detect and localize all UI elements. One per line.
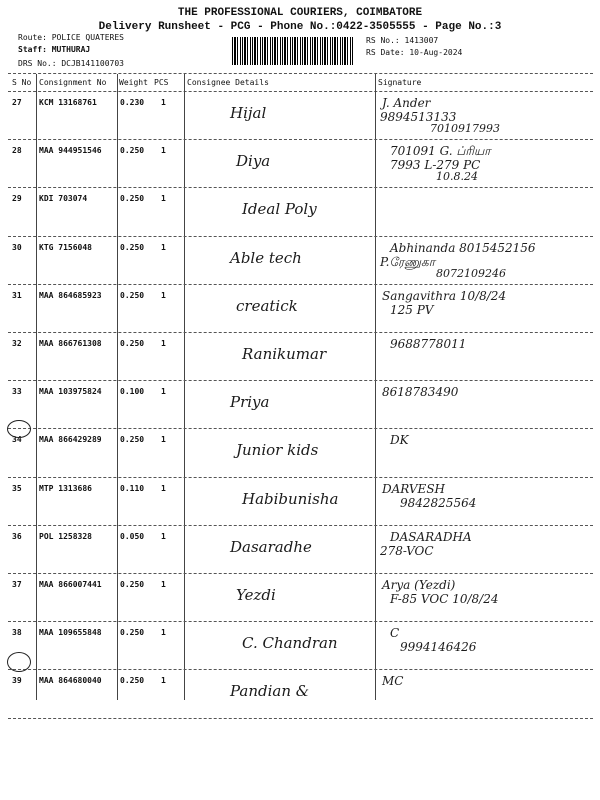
- row-sno: 29: [12, 194, 22, 204]
- row-weight: 0.250: [120, 242, 145, 252]
- row-consignment-no: MAA 103975824: [39, 387, 102, 397]
- row-consignee-handwritten: Able tech: [230, 248, 302, 267]
- row-pcs: 1: [161, 676, 166, 686]
- col-sno: S No: [12, 78, 32, 87]
- row-signature-line3: 7010917993: [430, 122, 500, 135]
- row-signature-line2: 9842825564: [400, 495, 477, 510]
- row-signature-line1: Abhinanda 8015452156: [390, 240, 536, 255]
- col-consignment: Consignment No: [39, 78, 107, 87]
- row-sno: 27: [12, 98, 22, 107]
- col-separator: [36, 74, 37, 700]
- row-weight: 0.250: [120, 435, 145, 445]
- row-signature-line1: DASARADHA: [390, 529, 472, 544]
- row-consignment-no: MAA 944951546: [39, 146, 102, 156]
- col-separator: [375, 74, 376, 700]
- row-signature-line1: MC: [382, 674, 404, 689]
- row-sno: 36: [12, 531, 22, 541]
- rs-date: RS Date: 10-Aug-2024: [366, 48, 463, 57]
- row-sno: 35: [12, 483, 22, 493]
- drs-number: DRS No.: DCJB141100703: [18, 59, 124, 68]
- row-signature-line2: P.ரேணுகா: [380, 254, 435, 269]
- row-weight: 0.250: [120, 146, 145, 156]
- row-signature-line1: Sangavithra 10/8/24: [382, 288, 507, 303]
- row-pcs: 1: [161, 242, 166, 252]
- row-pcs: 1: [161, 146, 166, 156]
- row-consignment-no: KTG 7156048: [39, 242, 92, 252]
- row-signature-line1: 8618783490: [382, 385, 459, 400]
- col-pcs: PCS: [154, 78, 169, 87]
- row-signature-line1: J. Ander: [382, 96, 431, 110]
- row-divider: [8, 332, 593, 333]
- row-consignee-handwritten: Junior kids: [236, 441, 319, 460]
- row-consignee-handwritten: Hijal: [230, 104, 267, 122]
- row-sno: 33: [12, 387, 22, 397]
- row-consignee-handwritten: C. Chandran: [242, 634, 338, 653]
- row-signature-line1: DARVESH: [382, 481, 446, 496]
- col-weight: Weight: [119, 78, 148, 87]
- row-consignment-no: MAA 866761308: [39, 339, 102, 348]
- row-pcs: 1: [161, 531, 166, 541]
- row-sno: 31: [12, 290, 22, 300]
- rs-number: RS No.: 1413007: [366, 36, 439, 45]
- row-signature-line2: 9894513133: [380, 110, 457, 124]
- row-signature-line1: C: [390, 626, 400, 641]
- row-pcs: 1: [161, 435, 166, 445]
- row-weight: 0.250: [120, 580, 145, 589]
- row-signature-line2: 9994146426: [400, 640, 477, 655]
- row-pcs: 1: [161, 580, 166, 589]
- row-pcs: 1: [161, 483, 166, 493]
- row-consignee-handwritten: Diya: [236, 152, 271, 171]
- row-signature-line1: 9688778011: [390, 337, 467, 351]
- row-divider: [8, 139, 593, 140]
- col-signature: Signature: [378, 78, 422, 87]
- col-consignee: Consignee Details: [187, 78, 269, 87]
- row-divider: [8, 236, 593, 237]
- row-sno: 38: [12, 628, 22, 638]
- row-signature-line3: 8072109246: [436, 266, 506, 280]
- col-separator: [184, 74, 185, 700]
- row-signature-line2: 125 PV: [390, 302, 434, 317]
- row-consignment-no: MTP 1313686: [39, 483, 92, 493]
- row-divider: [8, 428, 593, 429]
- row-consignment-no: KCM 13168761: [39, 98, 97, 107]
- row-signature-line1: Arya (Yezdi): [382, 578, 456, 592]
- hand-circle-mark: [7, 652, 31, 672]
- row-weight: 0.100: [120, 387, 145, 397]
- row-divider: [8, 380, 593, 381]
- row-consignment-no: MAA 866007441: [39, 580, 102, 589]
- row-sno: 32: [12, 339, 22, 348]
- row-pcs: 1: [161, 339, 166, 348]
- row-consignment-no: POL 1258328: [39, 531, 92, 541]
- row-pcs: 1: [161, 387, 166, 397]
- hand-circle-mark: [7, 420, 31, 438]
- row-divider: [8, 525, 593, 526]
- row-consignment-no: MAA 864680040: [39, 676, 102, 686]
- row-weight: 0.050: [120, 531, 145, 541]
- barcode: [232, 37, 354, 65]
- row-divider: [8, 573, 593, 574]
- row-signature-line1: DK: [390, 433, 409, 448]
- row-weight: 0.250: [120, 194, 145, 204]
- row-consignment-no: MAA 866429289: [39, 435, 102, 445]
- row-divider: [8, 477, 593, 478]
- route-label: Route: POLICE QUATERES: [18, 33, 124, 42]
- row-divider: [8, 621, 593, 622]
- row-divider: [8, 284, 593, 285]
- row-consignment-no: MAA 864685923: [39, 290, 102, 300]
- row-pcs: 1: [161, 628, 166, 638]
- row-consignee-handwritten: Ideal Poly: [242, 200, 317, 219]
- row-sno: 34: [12, 435, 22, 445]
- row-consignee-handwritten: Priya: [230, 393, 270, 412]
- row-pcs: 1: [161, 98, 166, 107]
- row-consignment-no: MAA 109655848: [39, 628, 102, 638]
- row-sno: 39: [12, 676, 22, 686]
- row-weight: 0.250: [120, 628, 145, 638]
- row-weight: 0.250: [120, 339, 145, 348]
- row-sno: 30: [12, 242, 22, 252]
- row-consignee-handwritten: creatick: [236, 296, 298, 315]
- row-weight: 0.250: [120, 290, 145, 300]
- row-divider: [8, 187, 593, 188]
- row-signature-line2: 7993 L-279 PC: [390, 158, 481, 173]
- header-rule: [8, 91, 593, 92]
- row-consignee-handwritten: Dasaradhe: [230, 537, 312, 556]
- company-title: THE PROFESSIONAL COURIERS, COIMBATORE: [177, 7, 423, 19]
- row-divider: [8, 669, 593, 670]
- row-consignee-handwritten: Habibunisha: [242, 489, 339, 508]
- row-weight: 0.250: [120, 676, 145, 686]
- row-consignee-handwritten: Ranikumar: [242, 345, 327, 363]
- table-top-rule: [8, 73, 593, 74]
- row-consignment-no: KDI 703074: [39, 194, 88, 204]
- row-signature-line2: F-85 VOC 10/8/24: [390, 592, 499, 606]
- col-separator: [117, 74, 118, 700]
- row-signature-line1: 701091 G. ப்ரியா: [390, 144, 491, 159]
- row-pcs: 1: [161, 194, 166, 204]
- row-consignee-handwritten: Yezdi: [236, 586, 276, 604]
- runsheet-title: Delivery Runsheet - PCG - Phone No.:0422-3505555 - Page No.:3: [98, 21, 502, 33]
- row-consignee-handwritten: Pandian &: [230, 682, 310, 701]
- row-weight: 0.110: [120, 483, 145, 493]
- row-sno: 28: [12, 146, 22, 156]
- row-divider: [8, 718, 593, 719]
- row-signature-line2: 278-VOC: [380, 543, 434, 558]
- row-signature-line3: 10.8.24: [436, 170, 478, 184]
- row-pcs: 1: [161, 290, 166, 300]
- staff-label: Staff: MUTHURAJ: [18, 45, 91, 54]
- row-sno: 37: [12, 580, 22, 589]
- row-weight: 0.230: [120, 98, 145, 107]
